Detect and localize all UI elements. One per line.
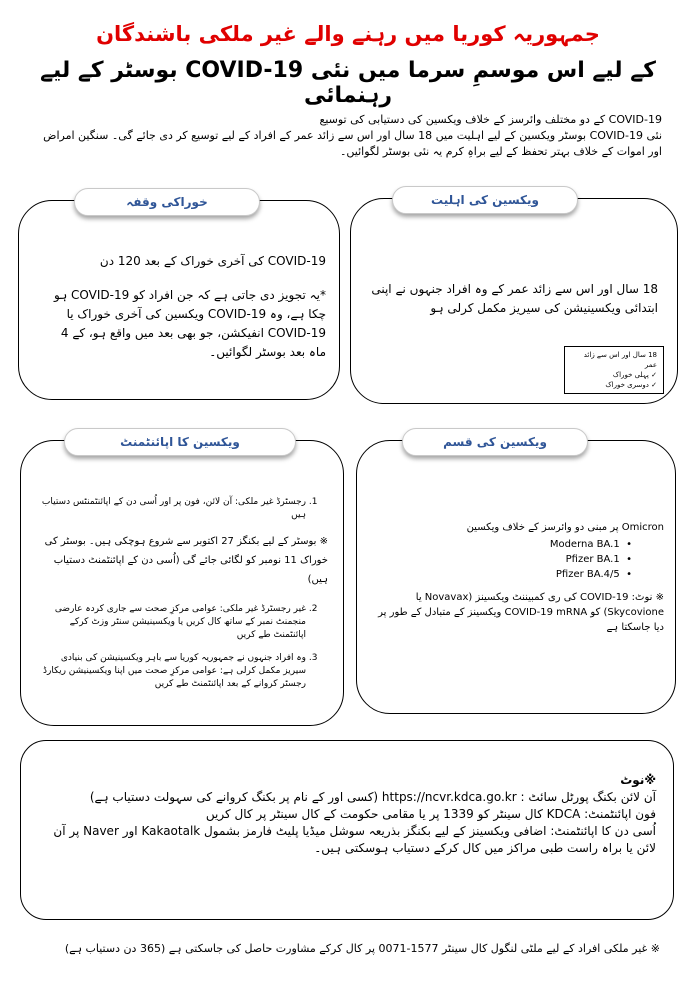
vaccine-type-heading: ویکسین کی قسم bbox=[402, 428, 588, 456]
appointment-item: 2. غیر رجسٹرڈ غیر ملکی: عوامی مرکزِ صحت سے جاری کردہ عارضی منجمنٹ نمبر کے ساتھ کال کریں یا ویکسینیشن سنٹر وزٹ کرکے اپائنٹمنٹ طے کریں bbox=[36, 603, 306, 642]
eligibility-checklist bbox=[564, 346, 664, 394]
footer-note bbox=[40, 940, 660, 957]
vaccine-type-content bbox=[368, 520, 664, 635]
reference-mark-icon: ※ bbox=[650, 942, 660, 955]
note-line: اُسی دن کا اپائنٹمنٹ: اضافی ویکسینز کے لیے بکنگز بذریعہ سوشل میڈیا پلیٹ فارمز بشمول Kakaotalk اور Naver پر آن لائن یا براہ راست طبی مراکز میں کال کرکے دستیاب ہوسکتی ہیں۔ bbox=[53, 824, 656, 855]
intro-paragraph bbox=[30, 112, 662, 160]
appointment-item: 3. وہ افراد جنہوں نے جمہوریہ کوریا سے باہر ویکسینیشن کی بنیادی سیریز مکمل کرلی ہے: عوامی مرکزِ صحت میں اپنا ویکسینیشن ریکارڈ رجسٹر کروانے کے بعد اپائنٹمنٹ طے کریں bbox=[36, 652, 306, 691]
checklist-item bbox=[571, 370, 657, 380]
footer-text: غیر ملکی افراد کے لیے ملٹی لنگول کال سینٹر 1577-0071 پر کال کرکے مشاورت حاصل کی جاسکتی ہے (365 دن دستیاب ہے) bbox=[64, 942, 648, 955]
interval-note: *یہ تجویز دی جاتی ہے کہ جن افراد کو COVID-19 ہو چکا ہے، وہ COVID-19 ویکسین کی آخری خوراک یا COVID-19 انفیکشن، جو بھی بعد میں واقع ہو، کے 4 ماہ بعد بوسٹر لگوائیں۔ bbox=[54, 288, 326, 359]
eligibility-heading: ویکسین کی اہلیت bbox=[392, 186, 578, 214]
reference-mark-icon: ※ bbox=[655, 592, 664, 603]
appointment-note-text: بوسٹر کے لیے بکنگز 27 اکتوبر سے شروع ہوچکی ہیں۔ بوسٹر کی خوراک 11 نومبر کو لگائی جائے گی (اُسی دن کے اپائنٹمنٹ دستیاب ہیں) bbox=[44, 536, 328, 585]
notes-content bbox=[40, 772, 656, 857]
eligibility-text: 18 سال اور اس سے زائد عمر کے وہ افراد جنہوں نے اپنی ابتدائی ویکسینیشن کی سیریز مکمل کرلی ہو bbox=[371, 282, 658, 315]
checklist-item-label: دوسری خوراک bbox=[605, 381, 649, 389]
intro-line: اور اموات کے خلاف بہتر تحفظ کے لیے براہِ کرم یہ نئی بوسٹر لگوائیں۔ bbox=[339, 145, 662, 158]
interval-heading: خوراکی وقفہ bbox=[74, 188, 260, 216]
intro-line: COVID-19 کے دو مختلف وائرسز کے خلاف ویکسین کی دستیابی کی توسیع bbox=[319, 113, 662, 126]
appointment-item: 1. رجسٹرڈ غیر ملکی: آن لائن، فون پر اور اُسی دن کے اپائنٹمنٹس دستیاب ہیں bbox=[36, 496, 306, 522]
note-line: فون اپائنٹمنٹ: KDCA کال سینٹر کو 1339 پر یا مقامی حکومت کے کال سینٹر پر کال کریں bbox=[205, 807, 656, 821]
page-title-line1: جمہوریہ کوریا میں رہنے والے غیر ملکی باشندگان bbox=[96, 22, 600, 46]
appointment-note bbox=[36, 532, 328, 589]
vaccine-list bbox=[368, 537, 664, 582]
intro-line: نئی COVID-19 بوسٹر ویکسین کے لیے اہلیت میں 18 سال اور اس سے زائد عمر کے افراد کے لیے توسیع کر دی جائے گی۔ سنگین امراض bbox=[43, 129, 662, 142]
reference-mark-icon: ※ bbox=[319, 536, 328, 547]
note-line: آن لائن بکنگ پورٹل سائٹ : https://ncvr.kdca.go.kr (کسی اور کے نام پر بکنگ کروانے کی سہولت دستیاب ہے) bbox=[89, 790, 656, 804]
appointment-heading: ویکسین کا اپائنٹمنٹ bbox=[64, 428, 296, 456]
interval-line1: COVID-19 کی آخری خوراک کے بعد 120 دن bbox=[99, 254, 326, 268]
appointment-list-continued bbox=[36, 603, 328, 691]
checklist-item-label: پہلی خوراک bbox=[612, 371, 649, 379]
appointment-list bbox=[36, 496, 328, 522]
vaccine-list-item: Pfizer BA.1 • bbox=[565, 554, 632, 565]
notes-title: ※نوٹ bbox=[620, 773, 656, 787]
vaccine-type-note-text: نوٹ: COVID-19 کی ری کمبیننٹ ویکسینز (Novavax یا Skycovione) کو COVID-19 mRNA ویکسینز کے متبادل کے طور پر دیا جاسکتا ہے bbox=[378, 592, 664, 633]
checklist-item bbox=[571, 380, 657, 390]
checklist-title: 18 سال اور اس سے زائد عمر bbox=[583, 351, 657, 369]
vaccine-list-item: Pfizer BA.4/5 • bbox=[555, 569, 632, 580]
vaccine-type-note bbox=[368, 590, 664, 635]
page-title-line2: کے لیے اس موسمِ سرما میں نئی COVID-19 بوسٹر کے لیے رہنمائی bbox=[40, 58, 656, 108]
vaccine-type-intro: Omicron پر مبنی دو وائرسز کے خلاف ویکسین bbox=[466, 522, 664, 533]
check-icon: ✓ bbox=[651, 371, 657, 379]
appointment-content bbox=[36, 496, 328, 701]
check-icon: ✓ bbox=[651, 381, 657, 389]
vaccine-list-item: Moderna BA.1 • bbox=[549, 539, 632, 550]
